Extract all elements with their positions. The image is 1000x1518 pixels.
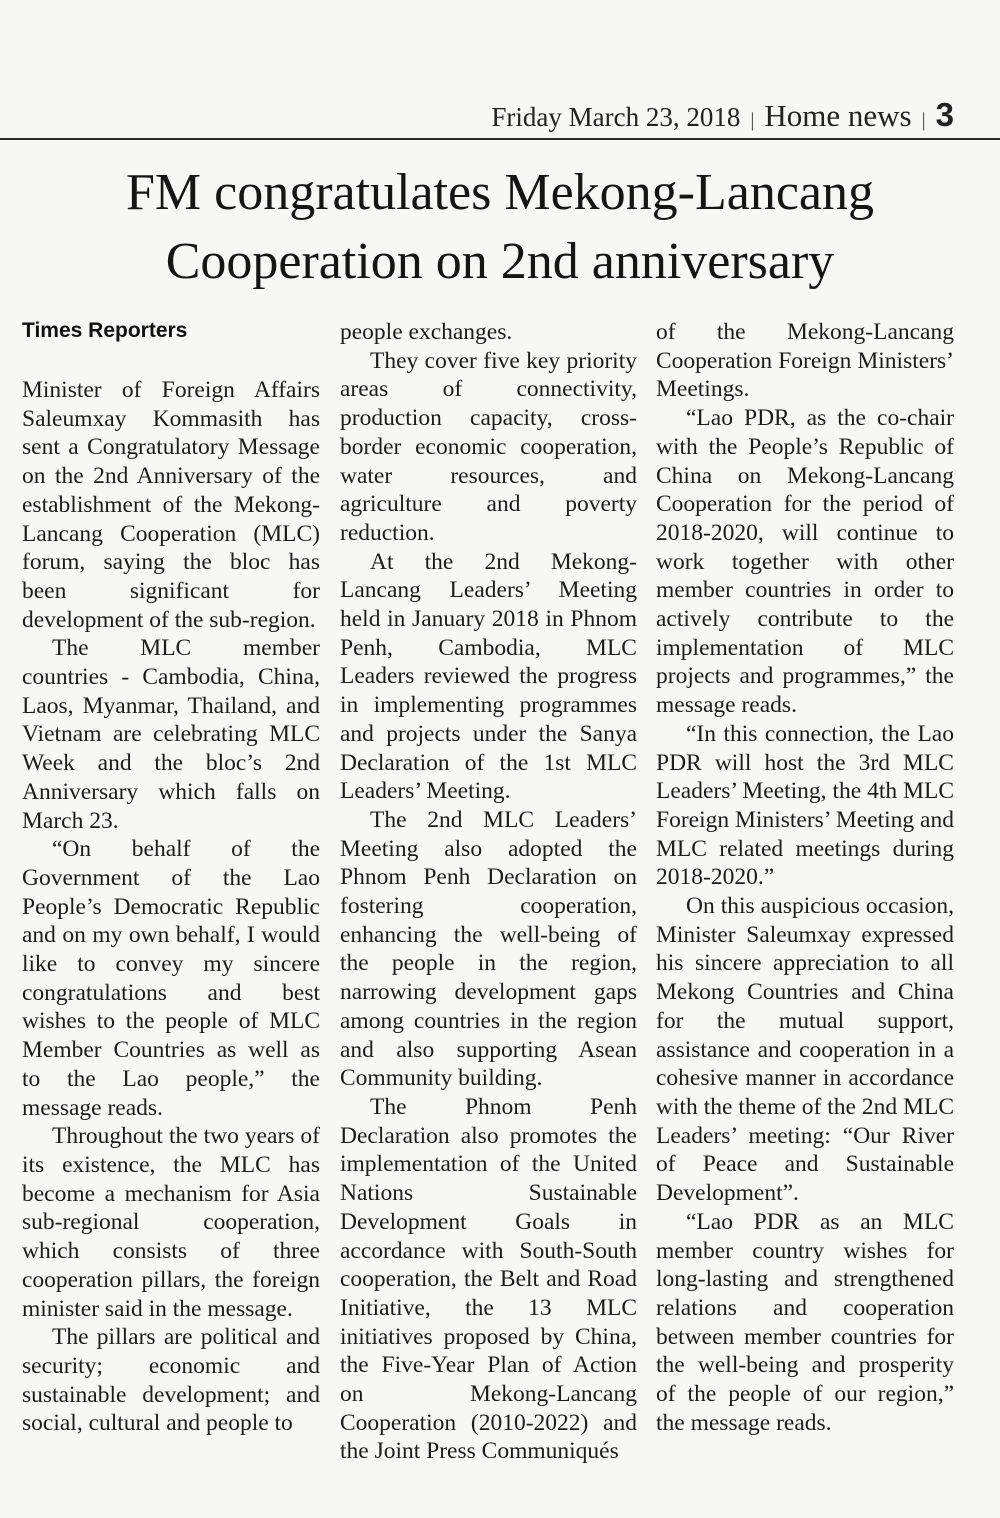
header-rule	[0, 138, 1000, 140]
paragraph: The Phnom Penh Declaration also promotes the implementation of the United Nations Sustainable Development Goals in accordance with South-South cooperation, the Belt and Road Initiative, the 13 MLC initiatives proposed by China, the Five-Year Plan of Action on Mekong-Lancang Cooperation (2010-2022) and the Joint Press Communiqués	[340, 1093, 637, 1465]
article-column-2	[340, 318, 637, 1503]
paragraph: The pillars are political and security; economic and sustainable development; and social, cultural and people to	[22, 1324, 320, 1437]
paragraph: “In this connection, the Lao PDR will host the 3rd MLC Leaders’ Meeting, the 4th MLC Foreign Ministers’ Meeting and MLC related meetings during 2018-2020.”	[656, 720, 954, 891]
headline-line: FM congratulates Mekong-Lancang	[125, 164, 874, 221]
paragraph: “Lao PDR, as the co-chair with the People’s Republic of China on Mekong-Lancang Cooperation for the period of 2018-2020, will continue to work together with other member countries in order to actively contribute to the implementation of MLC projects and programmes,” the message reads.	[656, 405, 954, 719]
paragraph: At the 2nd Mekong-Lancang Leaders’ Meeting held in January 2018 in Phnom Penh, Cambodia, MLC Leaders reviewed the progress in implementing programmes and projects under the Sanya Declaration of the 1st MLC Leaders’ Meeting.	[340, 548, 637, 805]
paragraph: of the Mekong-Lancang Cooperation Foreign Ministers’ Meetings.	[656, 319, 954, 403]
article-column-1	[22, 318, 320, 1503]
paragraph: “On behalf of the Government of the Lao People’s Democratic Republic and on my own behalf, I would like to convey my sincere congratulations and best wishes to the people of MLC Member Countries as well as to the Lao people,” the message reads.	[22, 836, 320, 1121]
folio-separator: |	[750, 109, 755, 131]
page-number: 3	[935, 96, 954, 133]
page-folio	[491, 96, 954, 134]
paragraph: The MLC member countries - Cambodia, China, Laos, Myanmar, Thailand, and Vietnam are celebrating MLC Week and the bloc’s 2nd Anniversary which falls on March 23.	[22, 635, 320, 834]
paragraph: The 2nd MLC Leaders’ Meeting also adopted the Phnom Penh Declaration on fostering cooperation, enhancing the well-being of the people in the region, narrowing development gaps among countries in the region and also supporting Asean Community building.	[340, 806, 637, 1092]
headline-line: Cooperation on 2nd anniversary	[165, 233, 835, 290]
paragraph: On this auspicious occasion, Minister Saleumxay expressed his sincere appreciation to all Mekong Countries and China for the mutual support, assistance and cooperation in a cohesive manner in accordance with the theme of the 2nd MLC Leaders’ meeting: “Our River of Peace and Sustainable Development”.	[656, 893, 954, 1207]
paragraph: They cover five key priority areas of connectivity, production capacity, cross-border economic cooperation, water resources, and agriculture and poverty reduction.	[340, 347, 637, 546]
section-name: Home news	[764, 98, 912, 133]
article-headline	[0, 158, 1000, 296]
folio-separator: |	[921, 109, 926, 131]
issue-date: Friday March 23, 2018	[491, 102, 741, 132]
article-column-3	[656, 318, 954, 1503]
paragraph: Minister of Foreign Affairs Saleumxay Kommasith has sent a Congratulatory Message on the 2nd Anniversary of the establishment of the Mekong-Lancang Cooperation (MLC) forum, saying the bloc has been significant for development of the sub-region.	[22, 377, 320, 633]
paragraph: people exchanges.	[340, 319, 513, 345]
paragraph: Throughout the two years of its existence, the MLC has become a mechanism for Asia sub-regional cooperation, which consists of three cooperation pillars, the foreign minister said in the message.	[22, 1123, 320, 1322]
byline: Times Reporters	[22, 319, 188, 342]
paragraph: “Lao PDR as an MLC member country wishes for long-lasting and strengthened relations and cooperation between member countries for the well-being and prosperity of the people of our region,” the message reads.	[656, 1208, 954, 1436]
